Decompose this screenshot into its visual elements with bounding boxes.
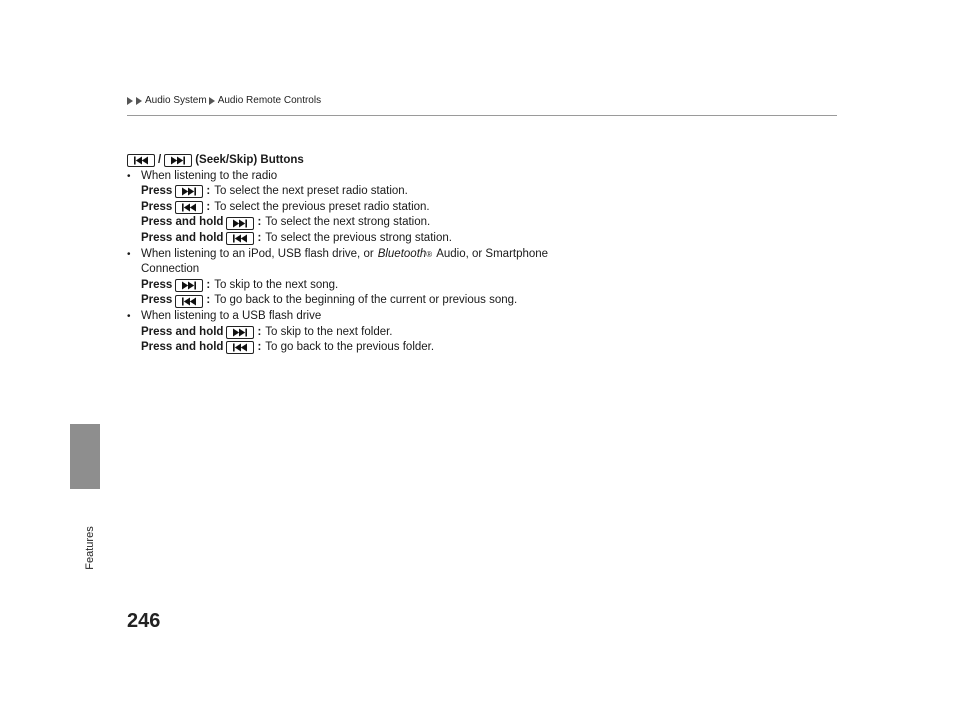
instruction-label: Press bbox=[141, 278, 173, 291]
breadcrumb-item-audio-system[interactable]: Audio System bbox=[145, 95, 207, 106]
bullet-title-cont: Audio, or Smartphone bbox=[436, 247, 549, 260]
bluetooth-term: Bluetooth bbox=[377, 247, 427, 260]
breadcrumb-item-audio-remote-controls[interactable]: Audio Remote Controls bbox=[217, 95, 322, 106]
bullet-title: When listening to a USB flash drive bbox=[141, 309, 322, 322]
bullet-title-line2: Connection bbox=[141, 263, 200, 276]
instruction-desc: To select the previous preset radio station. bbox=[214, 200, 430, 213]
instruction-row bbox=[127, 200, 827, 216]
registered-mark: ® bbox=[426, 249, 433, 259]
instruction-row bbox=[127, 278, 827, 294]
colon: : bbox=[206, 278, 211, 291]
bullet-title: When listening to the radio bbox=[141, 169, 278, 182]
instruction-desc: To go back to the beginning of the current or previous song. bbox=[214, 294, 518, 307]
instruction-row bbox=[127, 184, 827, 200]
instruction-label: Press and hold bbox=[141, 341, 224, 354]
skip-previous-icon bbox=[226, 232, 254, 245]
colon: : bbox=[206, 294, 211, 307]
colon: : bbox=[206, 200, 211, 213]
instruction-desc: To select the next preset radio station. bbox=[214, 185, 408, 198]
header-rule bbox=[127, 115, 837, 116]
instruction-desc: To skip to the next folder. bbox=[265, 325, 393, 338]
skip-previous-icon bbox=[226, 341, 254, 354]
instruction-label: Press and hold bbox=[141, 325, 224, 338]
instruction-label: Press and hold bbox=[141, 231, 224, 244]
skip-previous-icon bbox=[175, 295, 203, 308]
section-tab bbox=[70, 424, 100, 489]
instruction-row bbox=[127, 215, 827, 231]
instruction-row bbox=[127, 293, 827, 309]
bullet-item-usb bbox=[127, 309, 827, 325]
colon: : bbox=[257, 341, 262, 354]
bullet-title-continuation bbox=[127, 262, 827, 278]
bullet-icon: • bbox=[127, 248, 131, 260]
section-heading bbox=[127, 153, 827, 169]
instruction-label: Press bbox=[141, 294, 173, 307]
colon: : bbox=[206, 185, 211, 198]
breadcrumb-arrow-icon bbox=[127, 97, 133, 105]
instruction-desc: To go back to the previous folder. bbox=[265, 341, 435, 354]
instruction-desc: To skip to the next song. bbox=[214, 278, 339, 291]
bullet-item-ipod bbox=[127, 247, 827, 263]
instruction-label: Press and hold bbox=[141, 216, 224, 229]
skip-next-icon bbox=[226, 326, 254, 339]
page-number: 246 bbox=[127, 610, 161, 632]
instruction-row bbox=[127, 325, 827, 341]
bullet-icon: • bbox=[127, 170, 131, 182]
instruction-row bbox=[127, 231, 827, 247]
skip-next-icon bbox=[175, 185, 203, 198]
side-label: Features bbox=[84, 526, 96, 570]
bullet-title: When listening to an iPod, USB flash drive, or bbox=[141, 247, 374, 260]
breadcrumb-arrow-icon bbox=[136, 97, 142, 105]
breadcrumb bbox=[127, 95, 321, 106]
heading-text: (Seek/Skip) Buttons bbox=[195, 154, 304, 166]
page-content bbox=[127, 153, 827, 356]
colon: : bbox=[257, 231, 262, 244]
skip-next-icon bbox=[164, 154, 192, 167]
skip-previous-icon bbox=[127, 154, 155, 167]
instruction-desc: To select the next strong station. bbox=[265, 216, 431, 229]
skip-next-icon bbox=[226, 217, 254, 230]
instruction-label: Press bbox=[141, 200, 173, 213]
bullet-icon: • bbox=[127, 310, 131, 322]
bullet-item-radio bbox=[127, 169, 827, 185]
skip-previous-icon bbox=[175, 201, 203, 214]
breadcrumb-arrow-icon bbox=[209, 97, 215, 105]
colon: : bbox=[257, 216, 262, 229]
instruction-desc: To select the previous strong station. bbox=[265, 231, 452, 244]
colon: : bbox=[257, 325, 262, 338]
skip-next-icon bbox=[175, 279, 203, 292]
instruction-row bbox=[127, 340, 827, 356]
instruction-label: Press bbox=[141, 185, 173, 198]
heading-separator: / bbox=[158, 154, 162, 166]
